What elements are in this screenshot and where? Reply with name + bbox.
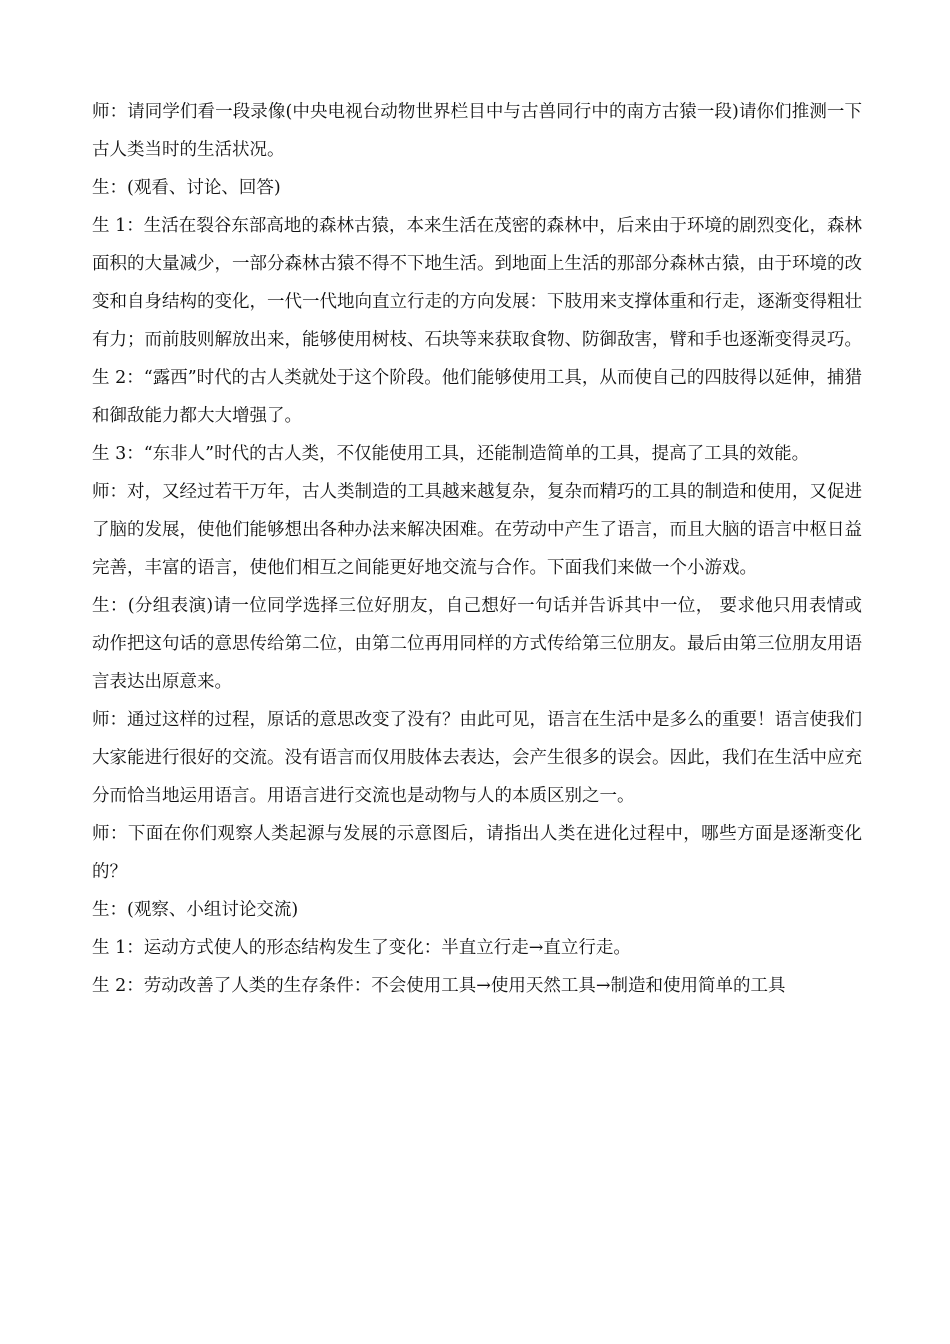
paragraph-teacher-language: 师：对，又经过若干万年，古人类制造的工具越来越复杂，复杂而精巧的工具的制造和使用，又促进了脑的发展，使他们能够想出各种办法来解决困难。在劳动中产生了语言，而且大脑的语言中枢日益完善，丰富的语言，使他们相互之间能更好地交流与合作。下面我们来做一个小游戏。 xyxy=(92,482,862,578)
paragraph-student-watch: 生：(观看、讨论、回答) xyxy=(92,178,281,198)
paragraph-teacher-conclusion: 师：通过这样的过程，原话的意思改变了没有？由此可见，语言在生活中是多么的重要！语言使我们大家能进行很好的交流。没有语言而仅用肢体去表达，会产生很多的误会。因此，我们在生活中应充分而恰当地运用语言。用语言进行交流也是动物与人的本质区别之一。 xyxy=(92,710,862,806)
paragraph-student-1-forest-ape: 生 1：生活在裂谷东部高地的森林古猿，本来生活在茂密的森林中，后来由于环境的剧烈变化，森林面积的大量减少，一部分森林古猿不得不下地生活。到地面上生活的那部分森林古猿，由于环境的改变和自身结构的变化，一代一代地向直立行走的方向发展：下肢用来支撑体重和行走，逐渐变得粗壮有力；而前肢则解放出来，能够使用树枝、石块等来获取食物、防御敌害，臂和手也逐渐变得灵巧。 xyxy=(92,216,862,350)
paragraph-student-observe: 生：(观察、小组讨论交流) xyxy=(92,900,299,920)
paragraph-student-2-lucy: 生 2：“露西”时代的古人类就处于这个阶段。他们能够使用工具，从而使自己的四肢得以延伸，捕猎和御敌能力都大大增强了。 xyxy=(92,368,862,426)
paragraph-student-game: 生：(分组表演)请一位同学选择三位好朋友，自己想好一句话并告诉其中一位， 要求他只用表情或动作把这句话的意思传给第二位，由第二位再用同样的方式传给第三位朋友。最后由第三位朋友用语言表达出原意来。 xyxy=(92,596,862,692)
paragraph-teacher-diagram-question: 师：下面在你们观察人类起源与发展的示意图后，请指出人类在进化过程中，哪些方面是逐渐变化的？ xyxy=(92,824,862,882)
document-body xyxy=(92,93,862,1005)
paragraph-student-3-east-african: 生 3：“东非人”时代的古人类，不仅能使用工具，还能制造简单的工具，提高了工具的效能。 xyxy=(92,444,810,464)
paragraph-student-1-locomotion: 生 1：运动方式使人的形态结构发生了变化：半直立行走→直立行走。 xyxy=(92,938,631,958)
paragraph-teacher-video-prompt: 师：请同学们看一段录像(中央电视台动物世界栏目中与古兽同行中的南方古猿一段)请你们推测一下古人类当时的生活状况。 xyxy=(92,102,862,160)
paragraph-student-2-labor: 生 2：劳动改善了人类的生存条件：不会使用工具→使用天然工具→制造和使用简单的工具 xyxy=(92,976,786,996)
